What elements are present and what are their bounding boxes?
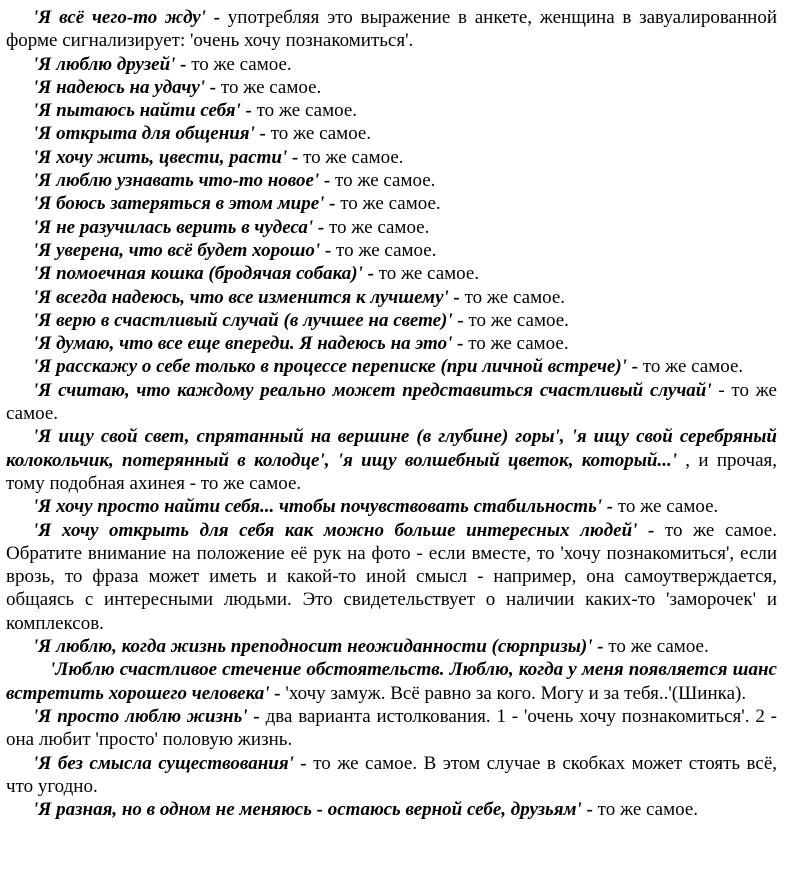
emphasis-phrase: 'Я ищу свой свет, спрятанный на вершине (в глубине) горы', 'я ищу свой серебряный колокольчик, потерянный в колодце', 'я ищу волшебный цветок, который...' <box>6 426 777 471</box>
paragraph <box>6 122 777 145</box>
emphasis-phrase: 'Я всегда надеюсь, что все изменится к лучшему' - <box>33 286 465 308</box>
paragraph <box>6 6 777 53</box>
paragraph <box>6 519 777 635</box>
emphasis-phrase: 'Я думаю, что все еще впереди. Я надеюсь на это' - <box>33 333 469 355</box>
paragraph <box>6 262 777 285</box>
paragraph <box>6 169 777 192</box>
body-text: то же самое. <box>191 53 292 75</box>
paragraph <box>6 53 777 76</box>
emphasis-phrase: 'Я уверена, что всё будет хорошо' - <box>33 239 337 261</box>
paragraph <box>6 309 777 332</box>
document-body <box>6 6 777 821</box>
emphasis-phrase: 'Я без смысла существования' - <box>33 752 314 774</box>
emphasis-phrase: 'Я люблю друзей' - <box>33 53 192 75</box>
body-text: то же самое. <box>642 356 744 378</box>
paragraph <box>6 286 777 309</box>
body-text: то же самое. <box>220 76 322 98</box>
paragraph <box>6 635 777 658</box>
emphasis-phrase: 'Я просто люблю жизнь' - <box>33 705 266 727</box>
paragraph <box>6 658 777 705</box>
paragraph <box>6 192 777 215</box>
emphasis-phrase: 'Я всё чего-то жду' - <box>33 7 228 28</box>
paragraph <box>6 239 777 262</box>
body-text: то же самое. <box>608 636 709 658</box>
emphasis-phrase: 'Я люблю узнавать что-то новое' - <box>33 170 336 192</box>
body-text: то же самое. <box>468 309 569 331</box>
body-text: то же самое. <box>336 239 437 261</box>
body-text: употребляя это выражение в анкете, женщина в завуалированной форме сигнализирует: 'очень хочу познакомиться'. <box>6 7 777 52</box>
body-text: то же самое. <box>270 123 372 145</box>
emphasis-phrase: 'Я хочу просто найти себя... чтобы почувствовать стабильность' - <box>33 496 618 518</box>
emphasis-phrase: 'Я люблю, когда жизнь преподносит неожиданности (сюрпризы)' - <box>33 636 609 658</box>
paragraph <box>6 355 777 378</box>
paragraph <box>6 99 777 122</box>
emphasis-phrase: 'Я открыта для общения' - <box>33 123 271 145</box>
body-text: два варианта истолкования. 1 - 'очень хочу познакомиться'. 2 - она любит 'просто' половую жизнь. <box>6 705 777 751</box>
body-text: , и прочая, тому подобная ахинея - то же самое. <box>6 449 777 494</box>
paragraph <box>6 425 777 495</box>
emphasis-phrase: 'Я верю в счастливый случай (в лучшее на свете)' - <box>33 309 469 331</box>
emphasis-phrase: 'Я разная, но в одном не меняюсь - остаюсь верной себе, друзьям' - <box>33 799 598 821</box>
body-text: то же самое. <box>303 146 404 168</box>
body-text: то же самое. Обратите внимание на положение её рук на фото - если вместе, то 'хочу познакомиться', если врозь, то фраза может иметь и какой-то иной смысл - например, она самоутверждается, общаясь с интересными людьми. Это свидетельствует о наличии каких-то 'заморочек' и комплексов. <box>6 519 777 634</box>
body-text: то же самое. В этом случае в скобках может стоять всё, что угодно. <box>6 752 777 797</box>
emphasis-phrase: 'Я хочу жить, цвести, расти' - <box>33 146 304 168</box>
body-text: то же самое. <box>340 193 441 215</box>
paragraph <box>6 332 777 355</box>
emphasis-phrase: 'Я боюсь затеряться в этом мире' - <box>33 193 341 215</box>
emphasis-phrase: 'Я пытаюсь найти себя' - <box>33 100 257 122</box>
body-text: - то же самое. <box>6 379 777 425</box>
emphasis-phrase: 'Люблю счастливое стечение обстоятельств. Люблю, когда у меня появляется шанс встретить хорошего человека' - <box>6 659 777 704</box>
paragraph <box>6 798 777 821</box>
body-text: то же самое. <box>468 333 569 355</box>
body-text: то же самое. <box>378 263 480 285</box>
body-text: то же самое. <box>617 496 719 518</box>
body-text: то же самое. <box>464 286 566 308</box>
paragraph <box>6 752 777 799</box>
paragraph <box>6 705 777 752</box>
body-text: 'хочу замуж. Всё равно за кого. Могу и за тебя..'(Шинка). <box>285 682 747 704</box>
emphasis-phrase: 'Я хочу открыть для себя как можно больше интересных людей' - <box>33 519 665 541</box>
emphasis-phrase: 'Я надеюсь на удачу' - <box>33 76 221 98</box>
paragraph <box>6 76 777 99</box>
paragraph <box>6 216 777 239</box>
paragraph <box>6 379 777 426</box>
body-text: то же самое. <box>335 170 436 192</box>
paragraph <box>6 495 777 518</box>
emphasis-phrase: 'Я не разучилась верить в чудеса' - <box>33 216 329 238</box>
body-text: то же самое. <box>597 799 699 821</box>
paragraph <box>6 146 777 169</box>
emphasis-phrase: 'Я помоечная кошка (бродячая собака)' - <box>33 263 379 285</box>
emphasis-phrase: 'Я расскажу о себе только в процессе переписке (при личной встрече)' - <box>33 356 643 378</box>
emphasis-phrase: 'Я считаю, что каждому реально может представиться счастливый случай' <box>33 379 719 401</box>
body-text: то же самое. <box>256 100 358 122</box>
body-text: то же самое. <box>328 216 430 238</box>
